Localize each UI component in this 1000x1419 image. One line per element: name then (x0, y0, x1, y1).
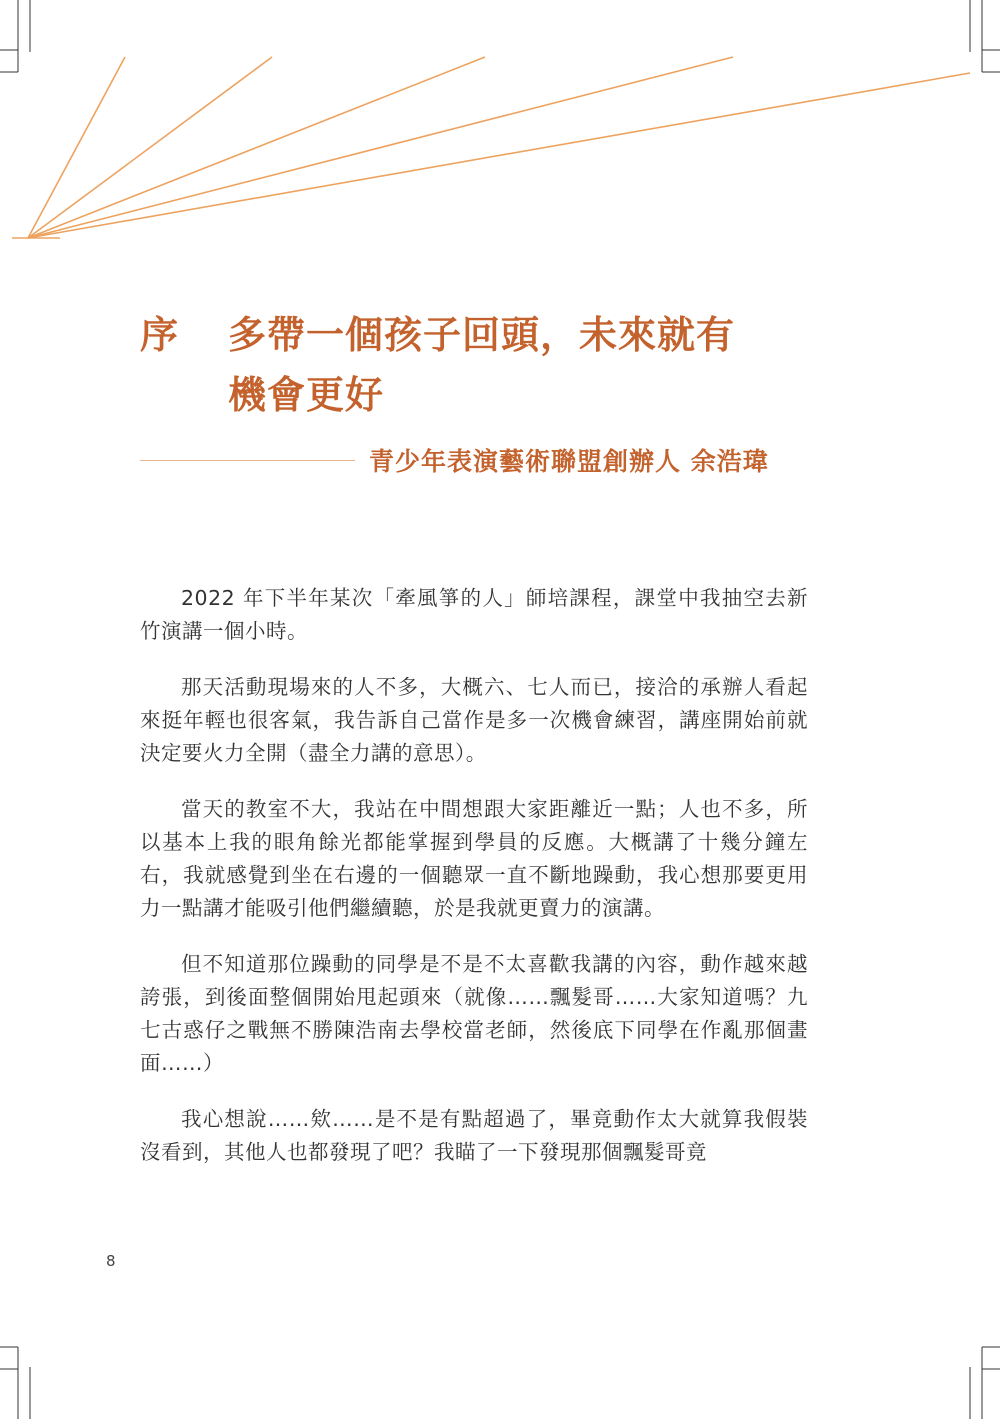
crop-mark-bottom-right (970, 1347, 1000, 1419)
paragraph: 但不知道那位躁動的同學是不是不太喜歡我講的內容，動作越來越誇張，到後面整個開始甩起頭來（就像……飄髮哥……大家知道嗎？九七古惑仔之戰無不勝陳浩南去學校當老師，然後底下同學在作亂那個畫面……） (140, 952, 808, 1075)
title-line-2: 機會更好 (228, 372, 385, 417)
chapter-title (140, 305, 840, 425)
title-first-line (140, 305, 840, 365)
title-indent (140, 365, 228, 425)
body-text (140, 582, 808, 1192)
paragraph: 我心想說……欸……是不是有點超過了，畢竟動作太大就算我假裝沒看到，其他人也都發現了吧？我瞄了一下發現那個飄髮哥竟 (140, 1107, 808, 1164)
paragraph: 那天活動現場來的人不多，大概六、七人而已，接洽的承辦人看起來挺年輕也很客氣，我告訴自己當作是多一次機會練習，講座開始前就決定要火力全開（盡全力講的意思）。 (140, 675, 808, 765)
title-line-1: 多帶一個孩子回頭，未來就有 (228, 312, 736, 357)
preface-label: 序 (140, 312, 180, 357)
paragraph: 2022 年下半年某次「牽風箏的人」師培課程，課堂中我抽空去新竹演講一個小時。 (140, 586, 808, 643)
author-rule (140, 460, 355, 461)
ray (28, 57, 272, 238)
ray (28, 57, 733, 238)
paragraph: 當天的教室不大，我站在中間想跟大家距離近一點；人也不多，所以基本上我的眼角餘光都能掌握到學員的反應。大概講了十幾分鐘左右，我就感覺到坐在右邊的一個聽眾一直不斷地躁動，我心想那要更用力一點講才能吸引他們繼續聽，於是我就更賣力的演講。 (140, 797, 808, 920)
sunburst-rays (12, 57, 970, 238)
page-number: 8 (106, 1252, 116, 1270)
ray (28, 57, 125, 238)
author-byline (140, 440, 810, 480)
title-second-line (140, 365, 840, 425)
crop-mark-top-right (970, 0, 1000, 72)
crop-mark-top-left (0, 0, 30, 72)
ray (28, 57, 485, 238)
ray (28, 73, 970, 238)
crop-mark-bottom-left (0, 1347, 30, 1419)
author-name: 青少年表演藝術聯盟創辦人 余浩瑋 (369, 447, 769, 476)
